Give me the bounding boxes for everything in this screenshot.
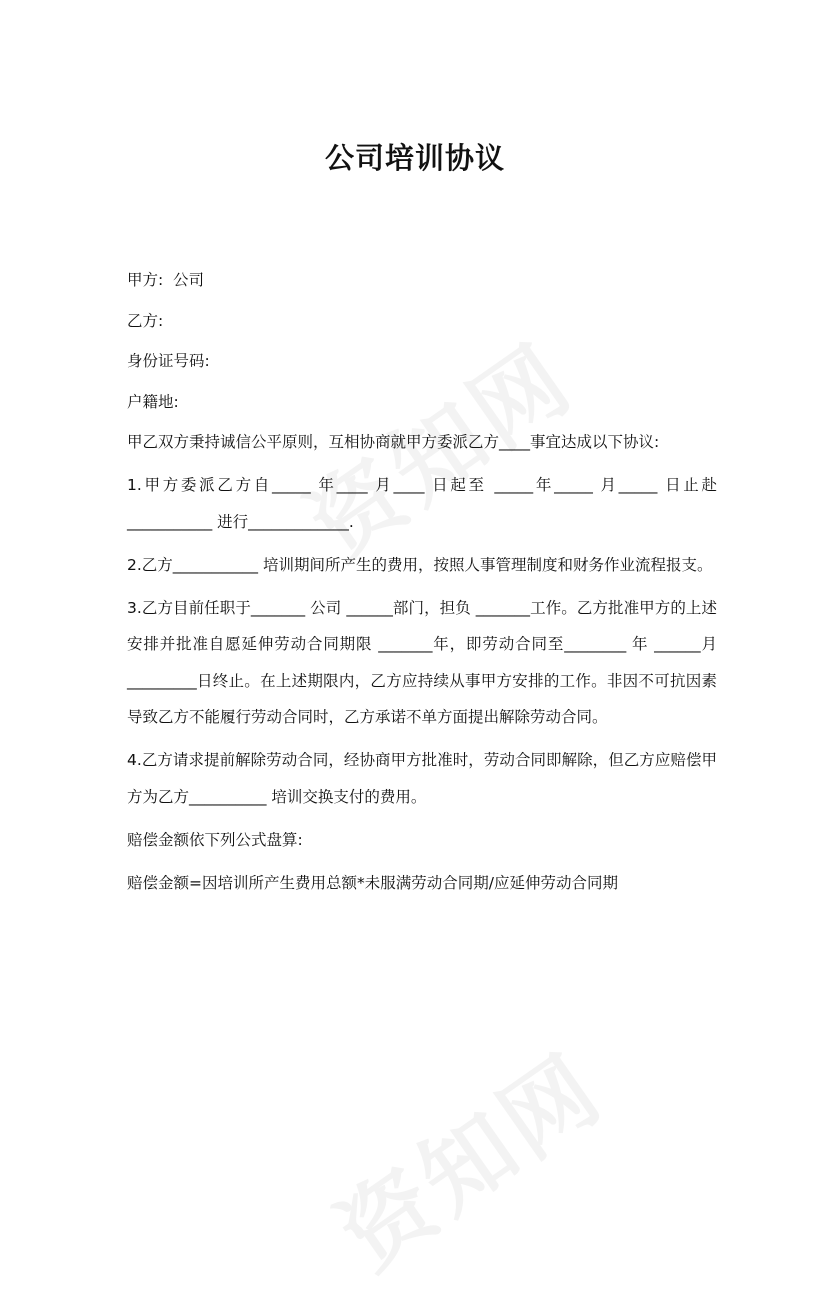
party-b-line: 乙方: (127, 311, 164, 330)
clause-3: 3.乙方目前任职于_______ 公司 ______部门，担负 _______工作。乙方批准甲方的上述安排并批准自愿延伸劳动合同期限 _______年，即劳动合同至________ 年 ______月_________日终止。在上述期限内，乙方应持续从事甲方安排的工作。非因不可抗因素导致乙方不能履行劳动合同时，乙方承诺不单方面提出解除劳动合同。 (127, 598, 717, 726)
formula: 赔偿金额=因培训所产生费用总额*未服满劳动合同期/应延伸劳动合同期 (127, 873, 618, 892)
clause-2: 2.乙方___________ 培训期间所产生的费用，按照人事管理制度和财务作业流程报支。 (127, 555, 713, 574)
document-body (127, 262, 717, 908)
household-line: 户籍地: (127, 392, 179, 411)
watermark (309, 1018, 626, 1294)
intro-paragraph: 甲乙双方秉持诚信公平原则，互相协商就甲方委派乙方____事宜达成以下协议: (127, 433, 660, 451)
document-title: 公司培训协议 (324, 141, 505, 175)
party-a-value: 公司 (173, 271, 205, 289)
party-a-line (127, 262, 717, 299)
clause-4: 4.乙方请求提前解除劳动合同，经协商甲方批准时，劳动合同即解除，但乙方应赔偿甲方为乙方__________ 培训交换支付的费用。 (127, 751, 717, 806)
party-a-label: 甲方: (127, 271, 164, 289)
formula-intro: 赔偿金额依下列公式盘算: (127, 830, 303, 849)
clause-1: 1.甲方委派乙方自_____ 年____ 月____ 日起至 _____年_____ 月_____ 日止赴___________ 进行_____________. (127, 476, 717, 531)
id-number-line: 身份证号码: (127, 352, 210, 370)
